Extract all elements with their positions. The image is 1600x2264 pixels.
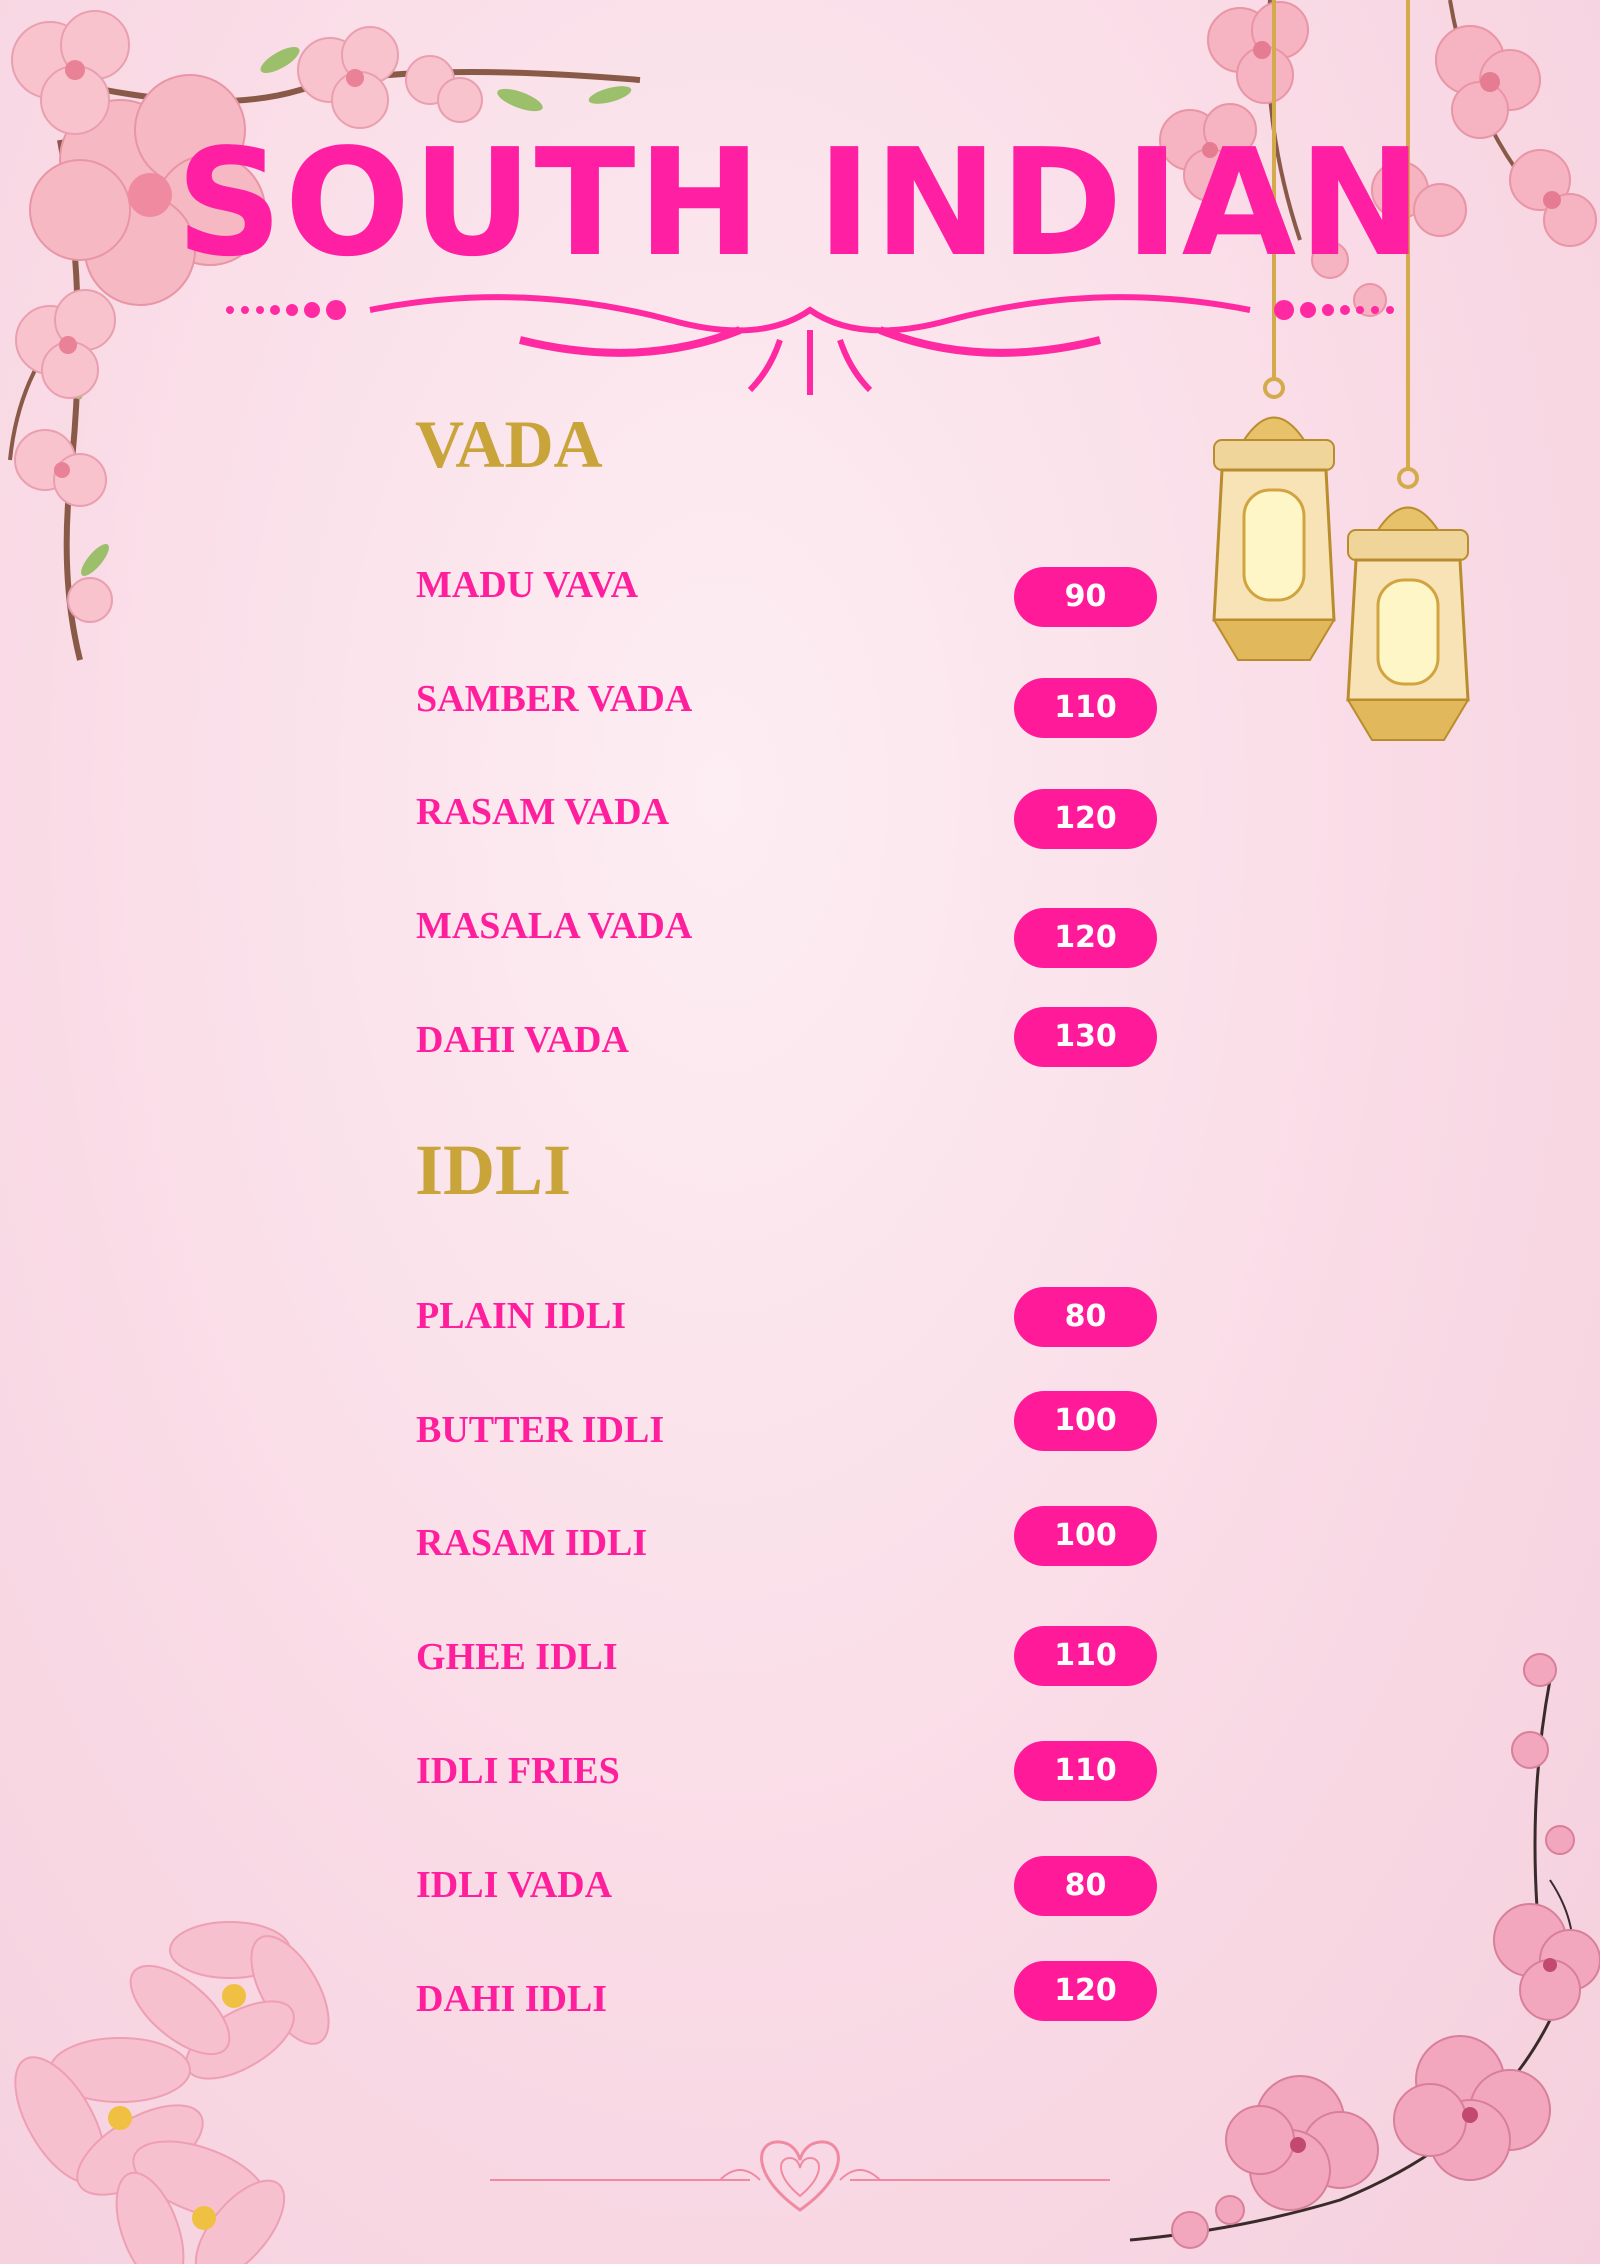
section-title-idli: IDLI	[415, 1130, 572, 1210]
price-badge: 80	[1014, 1287, 1157, 1347]
cosmos-flower-icon	[0, 1900, 340, 2264]
price-badge: 120	[1014, 1961, 1157, 2021]
price-badge: 110	[1014, 1741, 1157, 1801]
item-name: MASALA VADA	[416, 905, 693, 947]
blossom-branch-bottom-right-icon	[1090, 1640, 1600, 2264]
item-name: DAHI VADA	[416, 1019, 629, 1061]
item-name: SAMBER VADA	[416, 678, 693, 720]
page-title: SOUTH INDIAN	[175, 117, 1425, 289]
flourish-divider-icon	[220, 270, 1400, 410]
price-badge: 100	[1014, 1391, 1157, 1451]
price-badge: 80	[1014, 1856, 1157, 1916]
item-name: MADU VAVA	[416, 564, 639, 606]
price-badge: 120	[1014, 789, 1157, 849]
item-name: BUTTER IDLI	[416, 1409, 665, 1451]
item-name: RASAM VADA	[416, 791, 670, 833]
item-name: IDLI FRIES	[416, 1750, 620, 1792]
item-name: IDLI VADA	[416, 1864, 613, 1906]
price-badge: 130	[1014, 1007, 1157, 1067]
price-badge: 120	[1014, 908, 1157, 968]
price-badge: 110	[1014, 678, 1157, 738]
price-badge: 90	[1014, 567, 1157, 627]
item-name: PLAIN IDLI	[416, 1295, 627, 1337]
section-title-vada: VADA	[415, 406, 603, 482]
heart-ornament-icon	[490, 2130, 1110, 2220]
item-name: RASAM IDLI	[416, 1522, 648, 1564]
item-name: DAHI IDLI	[416, 1978, 608, 2020]
item-name: GHEE IDLI	[416, 1636, 618, 1678]
price-badge: 110	[1014, 1626, 1157, 1686]
price-badge: 100	[1014, 1506, 1157, 1566]
